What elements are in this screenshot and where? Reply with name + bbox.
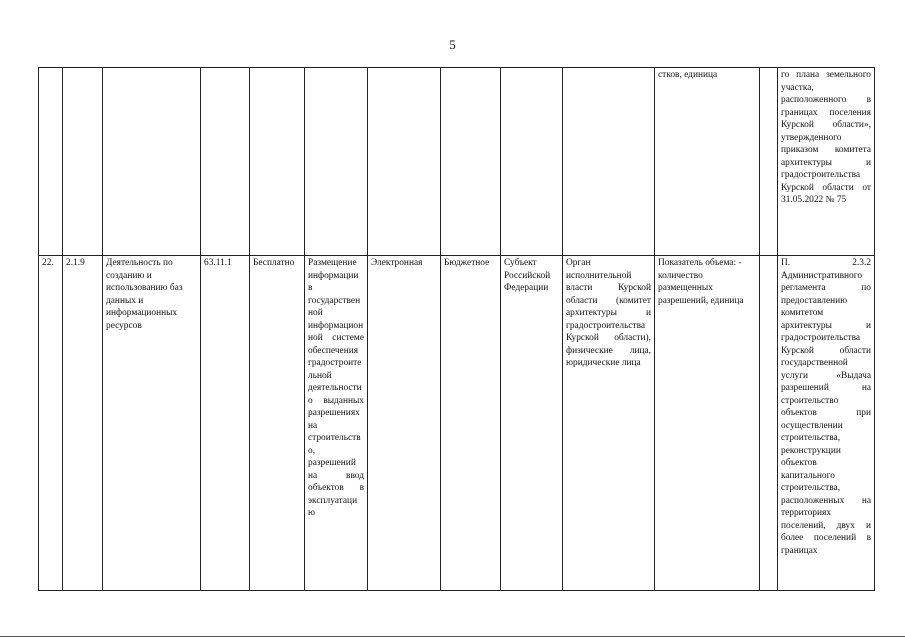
cell-funding: [441, 68, 501, 256]
cell-empty: [760, 256, 778, 591]
cell-form: [368, 68, 441, 256]
cell-description: Размещение информации в государственной информационной системе обеспечения градостроительной деятельности о выданных разрешениях на строительство, разрешений на ввод объектов в эксплуатацию: [305, 256, 368, 591]
table-row-continuation: [39, 68, 875, 256]
cell-indicator: стков, единица: [655, 68, 760, 256]
cell-body: [563, 68, 655, 256]
page-number: 5: [449, 37, 456, 52]
services-registry-table: [38, 67, 875, 591]
cell-regulation: П. 2.3.2 Административного регламента по предоставлению комитетом архитектуры и градостроительства Курской области государственной услуги «Выдача разрешений на строительство объектов при осуществлении строительства, реконструкции объектов капитального строительства, расположенных на территориях поселений, двух и более поселений в границах: [778, 256, 875, 591]
table-row: [39, 256, 875, 591]
cell-regulation: го плана земельного участка, расположенного в границах поселения Курской области», утвержденного приказом комитета архитектуры и градостроительства Курской области от 31.05.2022 № 75: [778, 68, 875, 256]
cell-payment: Бесплатно: [250, 256, 305, 591]
cell-activity: Деятельность по созданию и использованию баз данных и информационных ресурсов: [103, 256, 201, 591]
cell-form: Электронная: [368, 256, 441, 591]
cell-okved: [201, 68, 250, 256]
cell-payment: [250, 68, 305, 256]
cell-level: Субъект Российской Федерации: [501, 256, 563, 591]
cell-num: [39, 68, 63, 256]
cell-funding: Бюджетное: [441, 256, 501, 591]
cell-empty: [760, 68, 778, 256]
cell-activity: [103, 68, 201, 256]
cell-indicator: Показатель объема: - количество размещенных разрешений, единица: [655, 256, 760, 591]
scan-edge-line: [0, 636, 905, 637]
cell-body: Орган исполнительной власти Курской области (комитет архитектуры и градостроительства Курской области), физические лица, юридические лица: [563, 256, 655, 591]
cell-num: 22.: [39, 256, 63, 591]
cell-okved: 63.11.1: [201, 256, 250, 591]
cell-description: [305, 68, 368, 256]
cell-code: [63, 68, 103, 256]
cell-code: 2.1.9: [63, 256, 103, 591]
cell-level: [501, 68, 563, 256]
